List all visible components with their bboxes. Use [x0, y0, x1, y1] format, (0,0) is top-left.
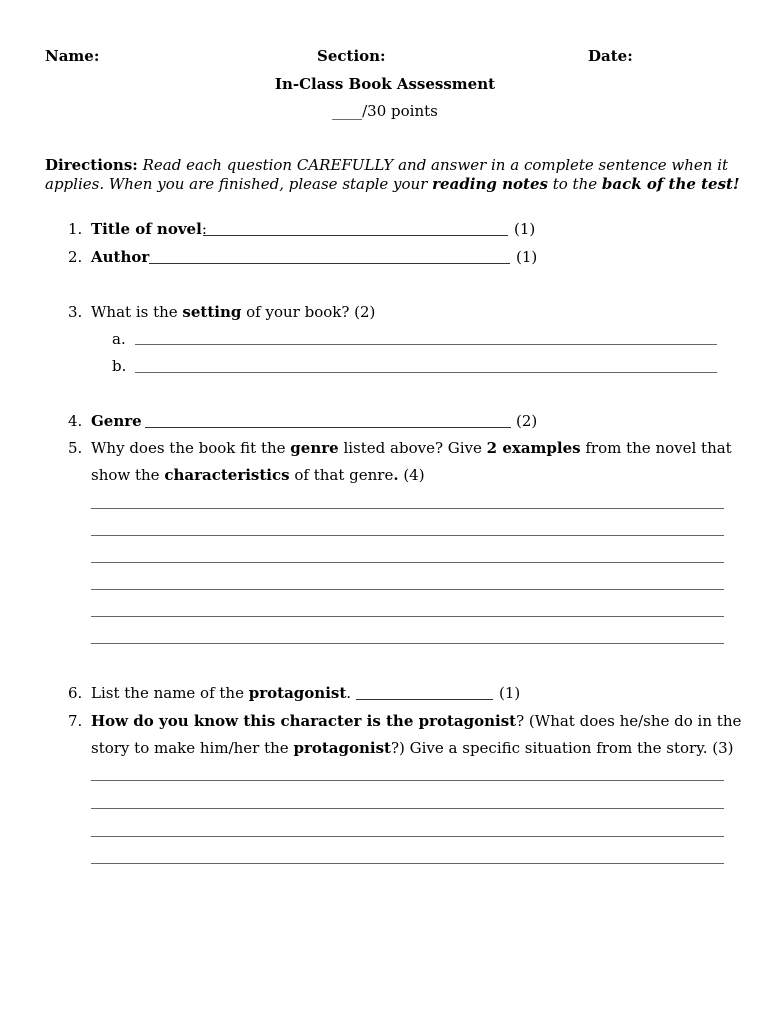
q3-text: What is the setting of your book? (2)	[91, 303, 376, 321]
directions-text-1: Read each question CAREFULLY and answer in a complete sentence when it	[142, 156, 729, 174]
q5-answer-line[interactable]	[91, 589, 724, 590]
q5-answer-line[interactable]	[91, 535, 724, 536]
q5-answer-line[interactable]	[91, 616, 724, 617]
directions-line-2	[45, 175, 740, 193]
q2-answer-line[interactable]	[149, 263, 510, 264]
q7-text-line-1: How do you know this character is the protagonist? (What does he/she do in the	[91, 712, 742, 730]
q7-answer-line[interactable]	[91, 808, 724, 809]
q4-answer-line[interactable]	[145, 427, 511, 428]
q2-label: Author	[91, 248, 150, 266]
points-text: /30 points	[362, 102, 438, 120]
q5-answer-line[interactable]	[91, 508, 724, 509]
directions-bold-1: reading notes	[432, 175, 548, 193]
q2-points: (1)	[516, 248, 538, 266]
q7-text-line-2: story to make him/her the protagonist?) Give a specific situation from the story. (3)	[91, 739, 734, 757]
points-blank[interactable]: ____	[332, 102, 363, 120]
directions-bold-2: back of the test!	[601, 175, 740, 193]
page-title: In-Class Book Assessment	[274, 75, 496, 93]
q3-a-answer-line[interactable]	[135, 344, 717, 345]
q1-number: 1.	[68, 220, 83, 238]
q3-number: 3.	[68, 303, 83, 321]
q2-number: 2.	[68, 248, 83, 266]
q7-number: 7.	[68, 712, 83, 730]
q4-number: 4.	[68, 412, 83, 430]
directions-label: Directions:	[45, 156, 138, 174]
q3-b-answer-line[interactable]	[135, 372, 717, 373]
q5-text-line-1: Why does the book fit the genre listed above? Give 2 examples from the novel that	[91, 439, 732, 457]
q1-label: Title of novel:	[91, 220, 207, 238]
q6-number: 6.	[68, 684, 83, 702]
q3-sub-b: b.	[112, 357, 127, 375]
directions-text-3: to the	[547, 175, 602, 193]
directions-line-1	[45, 156, 728, 174]
section-label: Section:	[317, 47, 386, 65]
q5-text-line-2: show the characteristics of that genre. (4)	[91, 466, 425, 484]
q5-number: 5.	[68, 439, 83, 457]
date-label: Date:	[588, 47, 633, 65]
q7-answer-line[interactable]	[91, 780, 724, 781]
q6-answer-line[interactable]	[356, 699, 493, 700]
q7-answer-line[interactable]	[91, 863, 724, 864]
q3-sub-a: a.	[112, 330, 126, 348]
q6-points: (1)	[499, 684, 521, 702]
q4-points: (2)	[516, 412, 538, 430]
q5-answer-line[interactable]	[91, 643, 724, 644]
q4-label: Genre	[91, 412, 142, 430]
q1-answer-line[interactable]	[203, 235, 508, 236]
q5-answer-line[interactable]	[91, 562, 724, 563]
q7-answer-line[interactable]	[91, 836, 724, 837]
points-total	[0, 102, 770, 120]
name-label: Name:	[45, 47, 100, 65]
q1-points: (1)	[514, 220, 536, 238]
q6-text: List the name of the protagonist.	[91, 684, 352, 702]
directions-text-2: applies. When you are finished, please staple your	[45, 175, 433, 193]
